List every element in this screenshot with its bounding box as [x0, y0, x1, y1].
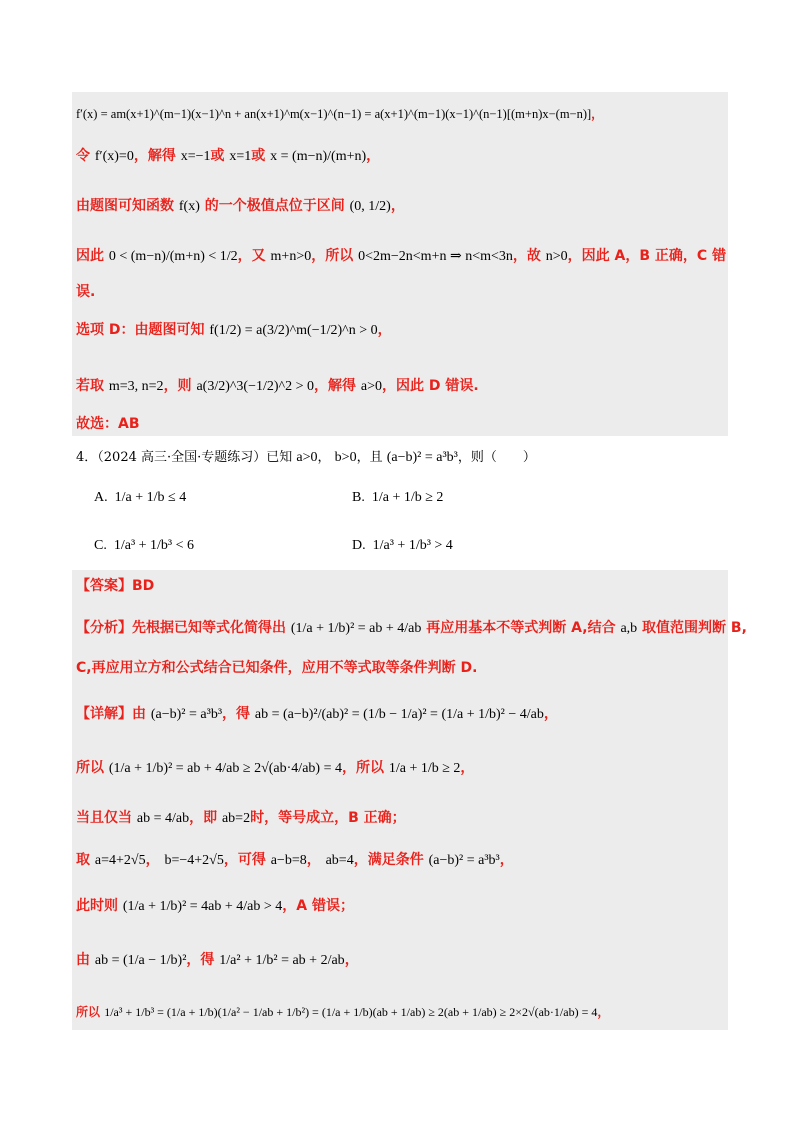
q3-line-inequality: 因此 0 < (m−n)/(m+n) < 1/2，又 m+n>0，所以 0<2m−2n<m+n ⇒ n<m<3n，故 n>0，因此 A，B 正确，C 错 — [76, 248, 727, 264]
q3-final-answer: 故选：AB — [76, 416, 140, 432]
q4-detail: 【详解】由 (a−b)² = a³b³，得 ab = (a−b)²/(ab)² = (1/b − 1/a)² = (1/a + 1/b)² − 4/ab， — [76, 706, 558, 722]
q4-line-example: 取 a=4+2√5， b=−4+2√5，可得 a−b=8， ab=4，满足条件 (a−b)² = a³b³， — [76, 852, 514, 868]
question-4-stem: 4．（2024 高三·全国·专题练习）已知 a>0， b>0，且 (a−b)² = a³b³，则（ ） — [76, 450, 536, 465]
q3-line-derivative: f′(x) = am(x+1)^(m−1)(x−1)^n + an(x+1)^m(x−1)^(n−1) = a(x+1)^(m−1)(x−1)^(n−1)[(m+n)x−(m−n)]， — [76, 107, 604, 121]
q4-line-equality: 当且仅当 ab = 4/ab，即 ab=2时，等号成立，B 正确； — [76, 810, 406, 826]
q3-line-example: 若取 m=3, n=2，则 a(3/2)^3(−1/2)^2 > 0，解得 a>0，因此 D 错误. — [76, 378, 479, 394]
q3-line-wrap: 误. — [76, 284, 96, 300]
q4-line-squares: 由 ab = (1/a − 1/b)²，得 1/a² + 1/b² = ab + 2/ab， — [76, 952, 359, 968]
option-c: C. 1/a³ + 1/b³ < 6 — [94, 538, 195, 553]
q4-line-am-gm: 所以 (1/a + 1/b)² = ab + 4/ab ≥ 2√(ab·4/ab) = 4，所以 1/a + 1/b ≥ 2， — [76, 760, 475, 776]
option-b: B. 1/a + 1/b ≥ 2 — [352, 490, 444, 505]
q4-answer: 【答案】BD — [76, 578, 155, 594]
q3-eq-zero: f′(x)=0 — [94, 149, 134, 164]
q4-analysis-cont: C,再应用立方和公式结合已知条件，应用不等式取等条件判断 D. — [76, 660, 478, 676]
q3-derivative-expr: f′(x) = am(x+1)^(m−1)(x−1)^n + an(x+1)^m(x−1)^(n−1) = a(x+1)^(m−1)(x−1)^(n−1)[(m+n)x−(m−n)] — [76, 107, 592, 121]
q3-line-option-d: 选项 D：由题图可知 f(1/2) = a(3/2)^m(−1/2)^n > 0， — [76, 322, 392, 338]
option-d: D. 1/a³ + 1/b³ > 4 — [352, 538, 453, 553]
q3-line-critical-points: 令 f′(x)=0，解得 x=−1或 x=1或 x = (m−n)/(m+n)， — [76, 148, 381, 164]
q4-line-cubes: 所以 1/a³ + 1/b³ = (1/a + 1/b)(1/a² − 1/ab + 1/b²) = (1/a + 1/b)(ab + 1/ab) ≥ 2(ab + 1/ab) ≥ 2×2√(ab·1/ab) = 4， — [76, 1005, 610, 1019]
q3-line-extremum-interval: 由题图可知函数 f(x) 的一个极值点位于区间 (0, 1/2)， — [76, 198, 405, 214]
option-a: A. 1/a + 1/b ≤ 4 — [94, 490, 187, 505]
q4-analysis: 【分析】先根据已知等式化简得出 (1/a + 1/b)² = ab + 4/ab 再应用基本不等式判断 A,结合 a,b 取值范围判断 B, — [76, 620, 747, 636]
q4-line-a-wrong: 此时则 (1/a + 1/b)² = 4ab + 4/ab > 4，A 错误； — [76, 898, 355, 914]
